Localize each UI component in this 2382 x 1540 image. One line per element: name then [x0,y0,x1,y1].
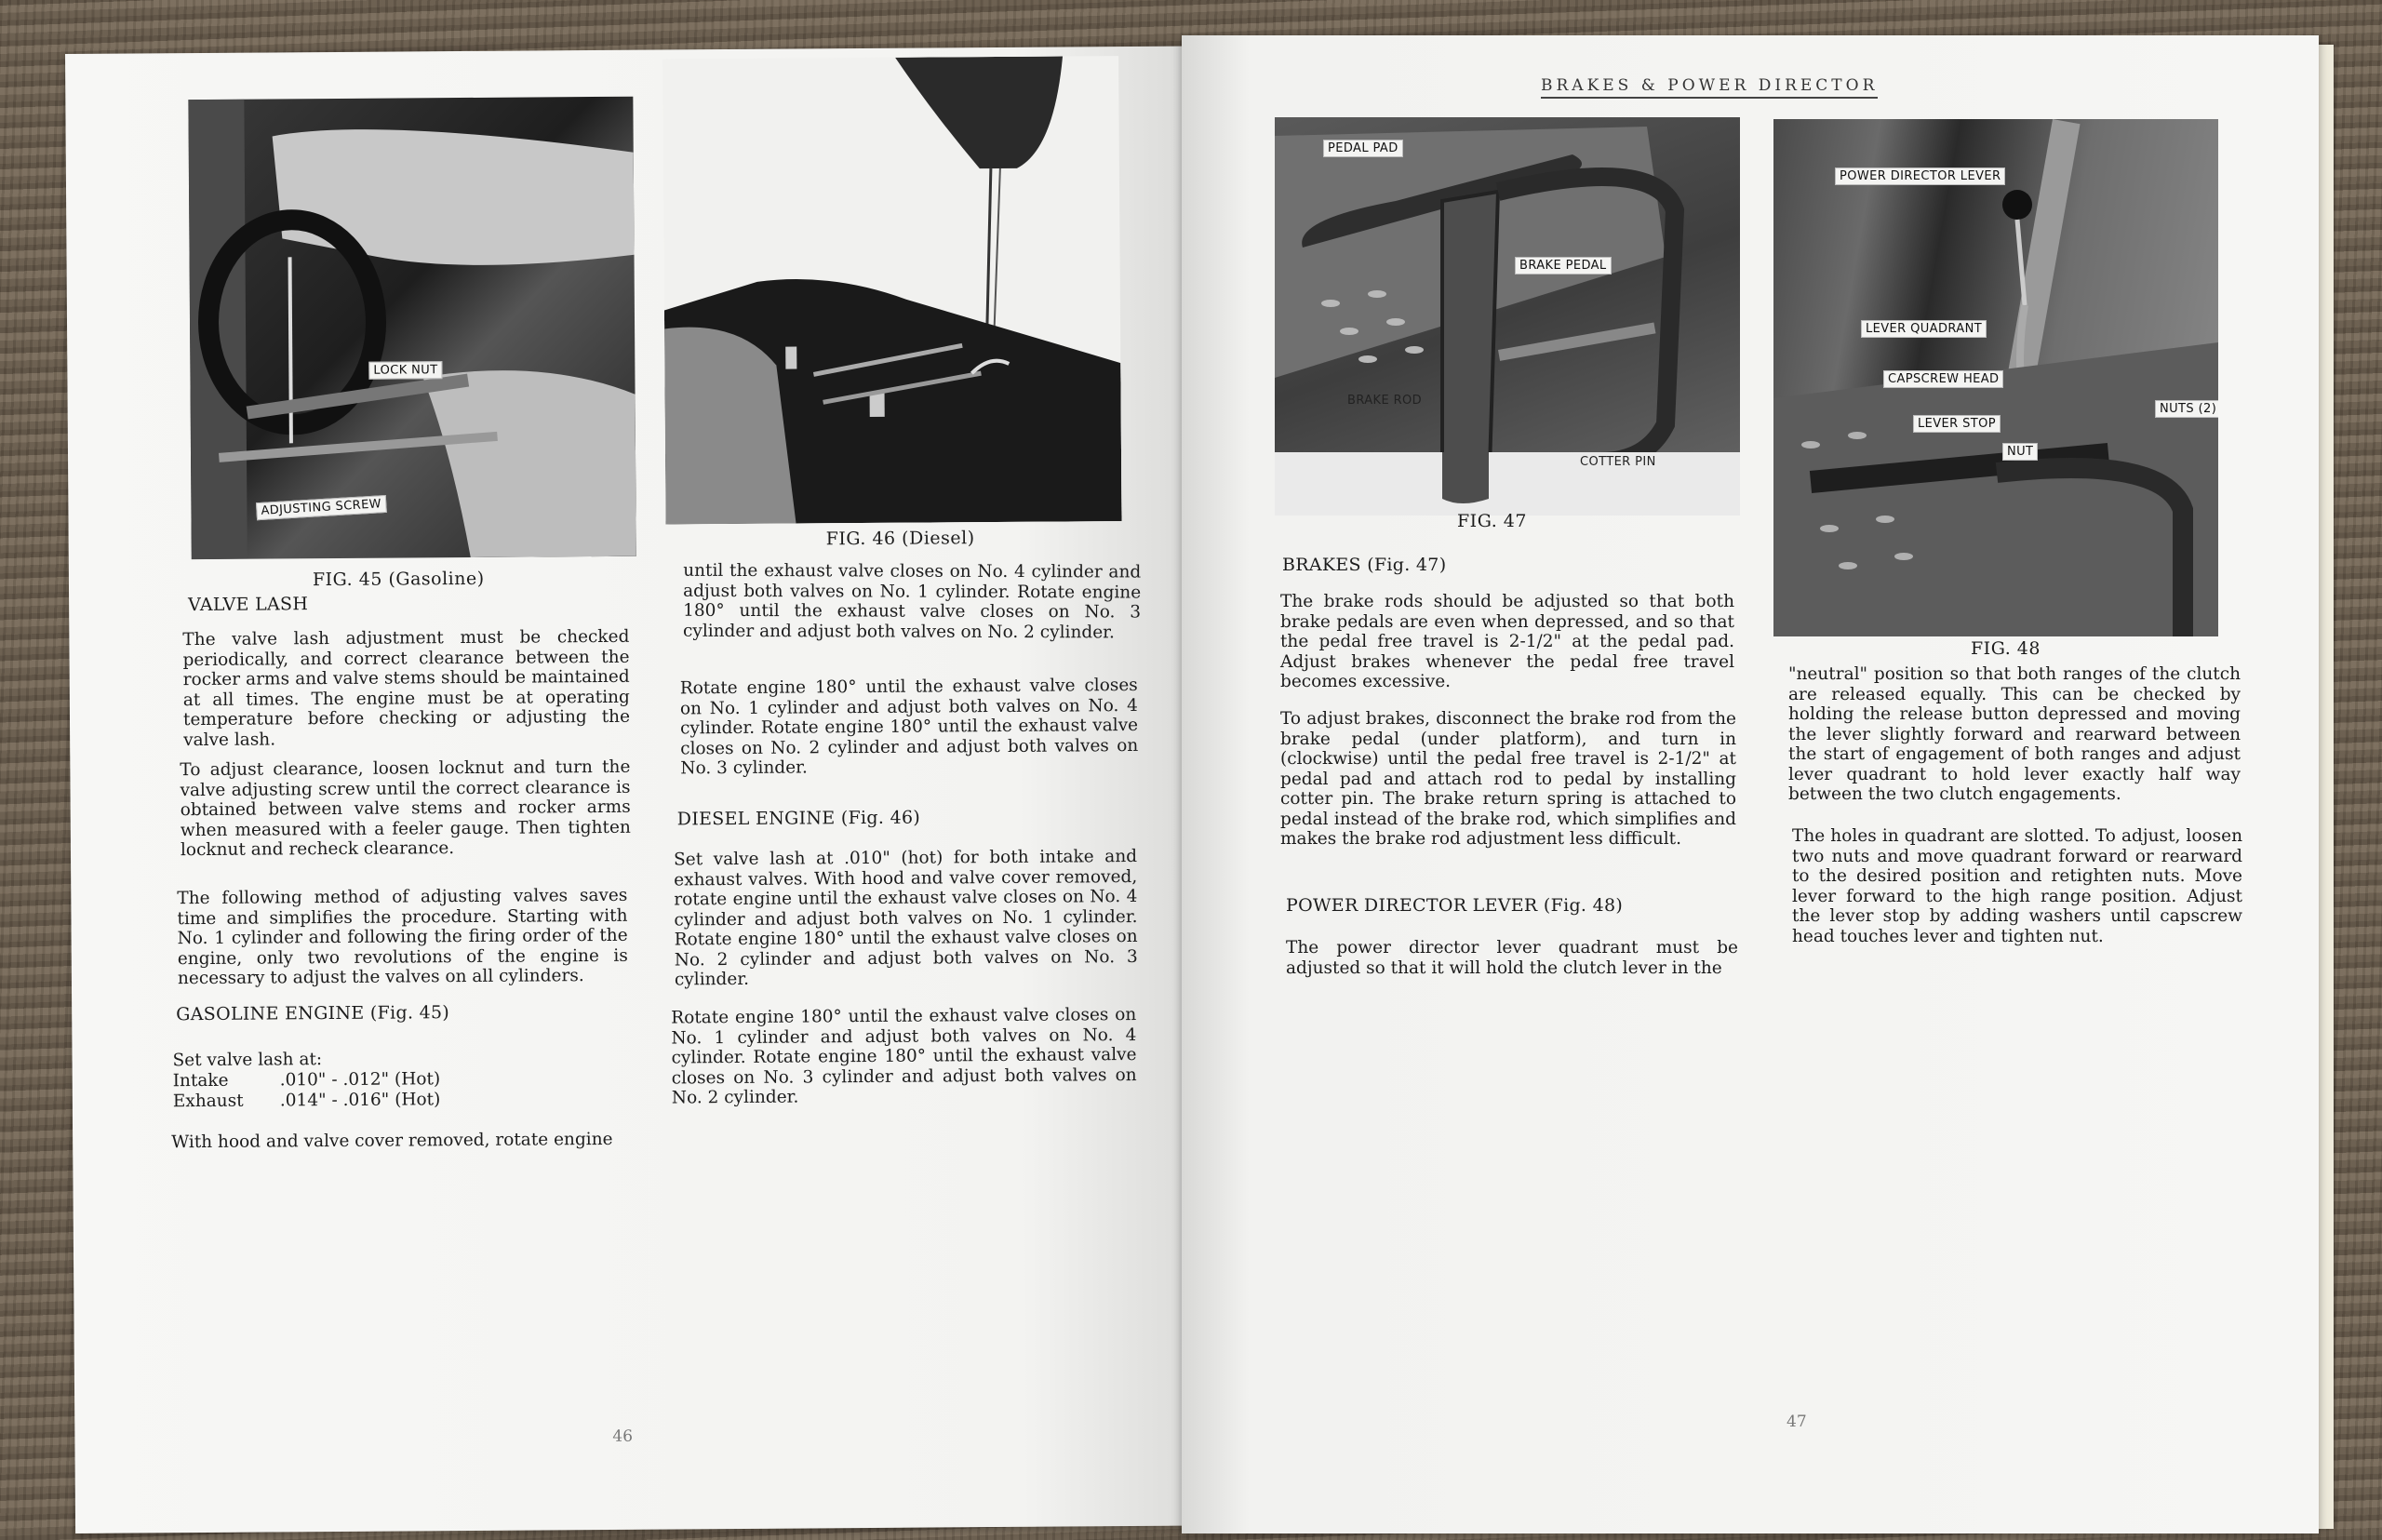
lash-value: .010" - .012" (Hot) [279,1069,441,1091]
valve-lash-heading: VALVE LASH [188,594,309,616]
running-head: BRAKES & POWER DIRECTOR [1541,76,1878,99]
power-director-para-1: The power director lever quadrant must be adjusted so that it will hold the clutch lever in the [1286,938,1738,978]
fig47-illustration [1275,117,1740,516]
callout-nuts-2: NUTS (2) [2155,400,2218,418]
gasoline-lash-spec [172,1049,440,1112]
diesel-para-2: Rotate engine 180° until the exhaust valve closes on No. 1 cylinder and adjust both valves on No. 4 cylinder. Rotate engine 180° until the exhaust valve closes on No. 3 cylinder and adjust both valves on No. 2 cylinder. [671,1004,1137,1108]
brakes-para-2: To adjust brakes, disconnect the brake rod from the brake pedal (under platform), and turn in (clockwise) until the pedal free travel is 2-1/2" at pedal pad and attach rod to pedal by installing cotter pin. The brake return spring is attached to pedal instead of the brake rod, which simplifies and makes the brake rod adjustment less difficult. [1280,709,1736,849]
lash-label: Exhaust [172,1091,244,1112]
callout-capscrew-head: CAPSCREW HEAD [1883,370,2003,388]
power-director-para-3: The holes in quadrant are slotted. To adjust, loosen two nuts and move quadrant forward or rearward to the desired position and retighten nuts. Move lever forward to the high range position. Adjust the lever stop by adding washers until capscrew head touches lever and tighten nut. [1792,826,2242,946]
callout-pedal-pad: PEDAL PAD [1323,140,1403,157]
gasoline-para-1: With hood and valve cover removed, rotate engine [171,1129,613,1153]
page-number-right: 47 [1786,1413,1807,1431]
left-page [65,47,1192,1533]
fig46-illustration [662,56,1121,524]
callout-cotter-pin: COTTER PIN [1580,455,1656,469]
callout-nut: NUT [2002,443,2038,461]
fig45-photo [188,97,636,559]
fig48-caption: FIG. 48 [1971,638,2041,659]
power-director-para-2: "neutral" position so that both ranges of the clutch are released equally. This can be checked by holding the release button depressed and moving the lever slightly forward and rearward between the start of engagement of both ranges and adjust lever quadrant to hold lever exactly half way between the two clutch engagements. [1788,664,2241,804]
set-lash-label: Set valve lash at: [172,1050,323,1071]
callout-lever-quadrant: LEVER QUADRANT [1861,320,1987,338]
lash-label: Intake [172,1070,229,1091]
fig45-caption: FIG. 45 (Gasoline) [312,568,485,591]
lash-value: .014" - .016" (Hot) [279,1090,441,1111]
fig46-photo [662,56,1121,524]
callout-brake-rod: BRAKE ROD [1347,394,1423,408]
callout-adjusting-screw: ADJUSTING SCREW [256,495,387,520]
callout-lock-nut: LOCK NUT [368,361,442,380]
power-director-heading: POWER DIRECTOR LEVER (Fig. 48) [1286,895,1624,916]
fig46-caption: FIG. 46 (Diesel) [825,528,975,550]
col2-para-1: until the exhaust valve closes on No. 4 cylinder and adjust both valves on No. 1 cylinder. Rotate engine 180° until the exhaust valve closes on No. 3 cylinder and adjust both valves on No. 2 cylinder. [682,560,1142,642]
callout-lever-stop: LEVER STOP [1913,415,2001,433]
lash-row-exhaust [173,1090,441,1112]
fig45-illustration [188,97,636,559]
callout-power-director-lever: POWER DIRECTOR LEVER [1835,167,2005,185]
gasoline-engine-heading: GASOLINE ENGINE (Fig. 45) [176,1002,450,1025]
brakes-heading: BRAKES (Fig. 47) [1282,555,1447,575]
fig47-photo [1275,117,1740,516]
fig48-photo [1773,119,2218,636]
brakes-para-1: The brake rods should be adjusted so that both brake pedals are even when depressed, and so that the pedal free travel is 2-1/2" at the pedal pad. Adjust brakes whenever the pedal free travel becomes excessive. [1280,592,1734,691]
col2-para-2: Rotate engine 180° until the exhaust valve closes on No. 1 cylinder and adjust both valves on No. 4 cylinder. Rotate engine 180° until the exhaust valve closes on No. 2 cylinder and adjust both valves on No. 3 cylinder. [679,675,1139,779]
valve-lash-para-2: To adjust clearance, loosen locknut and turn the valve adjusting screw until the correct clearance is obtained between valve stems and rocker arms when measured with a feeler gauge. Then tighten locknut and recheck clearance. [180,757,631,861]
diesel-engine-heading: DIESEL ENGINE (Fig. 46) [676,807,921,830]
diesel-para-1: Set valve lash at .010" (hot) for both intake and exhaust valves. With hood and valve cover removed, rotate engine until the exhaust valve closes on No. 4 cylinder and adjust both valves on No. 1 cylinder. Rotate engine 180° until the exhaust valve closes on No. 2 cylinder and adjust both valves on No. 3 cylinder. [673,846,1138,990]
page-number-left: 46 [612,1426,634,1446]
lash-row-intake [173,1069,441,1091]
valve-lash-para-3: The following method of adjusting valves saves time and simplifies the procedure. Starting with No. 1 cylinder and following the firing order of the engine, only two revolutions of the engine is necessary to adjust the valves on all cylinders. [177,885,628,989]
page-stack-edge [2317,45,2334,1529]
fig47-caption: FIG. 47 [1457,511,1527,531]
valve-lash-para-1: The valve lash adjustment must be checked periodically, and correct clearance between the rocker arms and valve stems should be maintained at all times. The engine must be at operating temperature before checking or adjusting the valve lash. [182,626,631,750]
right-page [1182,35,2319,1533]
callout-brake-pedal: BRAKE PEDAL [1515,257,1612,275]
